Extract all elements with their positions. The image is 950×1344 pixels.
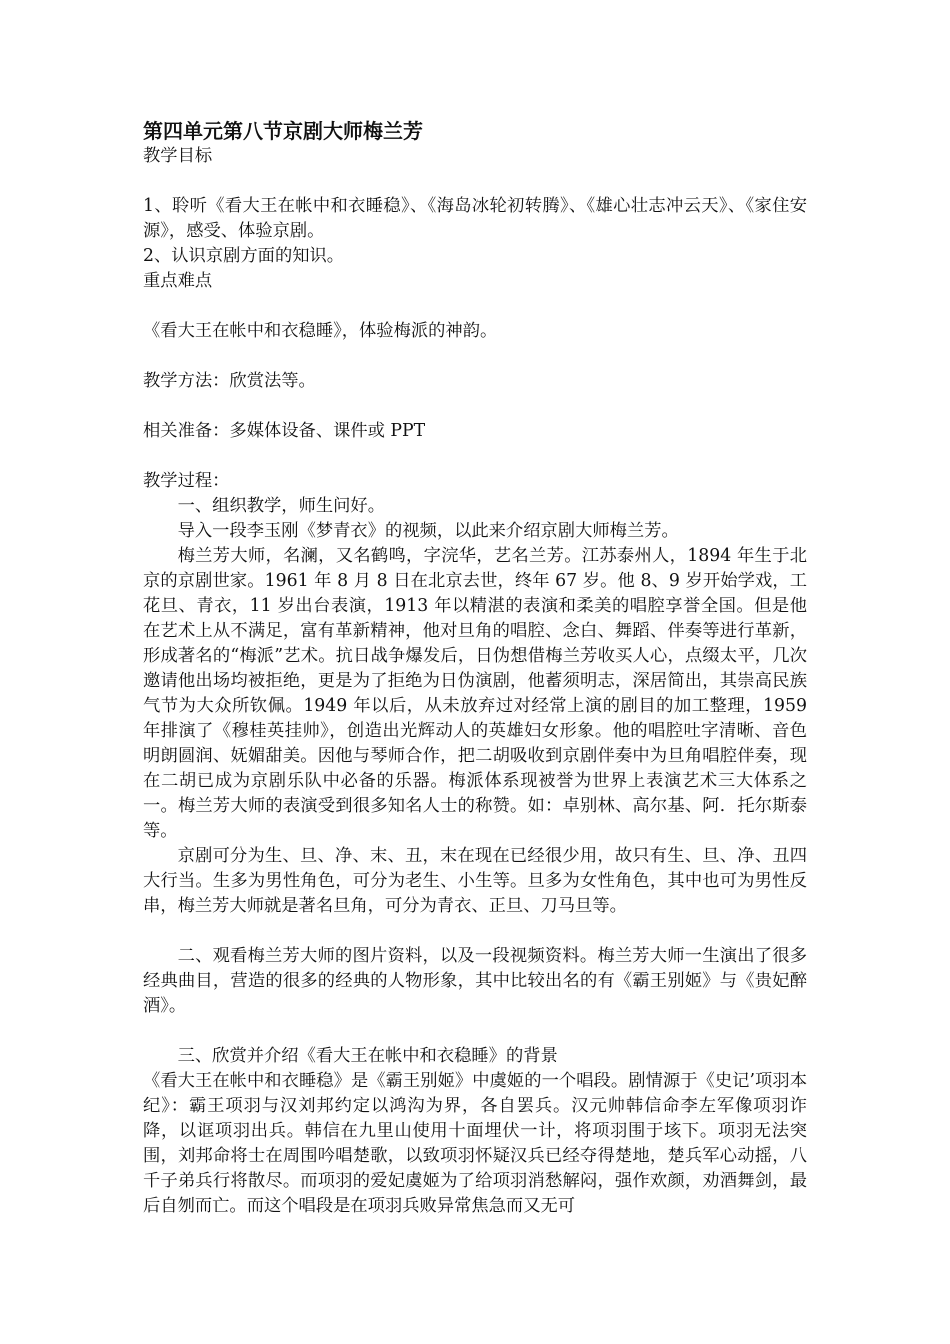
blank-line bbox=[143, 344, 807, 369]
intro-paragraph: 导入一段李玉刚《梦青衣》的视频，以此来介绍京剧大师梅兰芳。 bbox=[177, 521, 679, 541]
goal-1: 1、聆听《看大王在帐中和衣睡稳》、《海岛冰轮初转腾》、《雄心壮志冲云天》、《家住安源》，感受、体验京剧。 bbox=[143, 196, 807, 241]
step-3: 三、欣赏并介绍《看大王在帐中和衣稳睡》的背景 bbox=[177, 1046, 558, 1066]
step-2: 二、观看梅兰芳大师的图片资料，以及一段视频资料。梅兰芳大师一生演出了很多经典曲目，营造的很多的经典的人物形象，其中比较出名的有《霸王别姬》与《贵妃醉酒》。 bbox=[143, 946, 807, 1016]
key-points-heading: 重点难点 bbox=[143, 271, 213, 291]
background-paragraph: 《看大王在帐中和衣睡稳》是《霸王别姬》中虞姬的一个唱段。剧情源于《史记’项羽本纪》：霸王项羽与汉刘邦约定以鸿沟为界，各自罢兵。汉元帅韩信命李左军像项羽诈降，以诓项羽出兵。韩信在九里山使用十面埋伏一计，将项羽围于垓下。项羽无法突围，刘邦命将士在周围吟唱楚歌，以致项羽怀疑汉兵已经夺得楚地，楚兵军心动摇，八千子弟兵行将散尽。而项羽的爱妃虞姬为了给项羽消愁解闷，强作欢颜，劝酒舞剑，最后自刎而亡。而这个唱段是在项羽兵败异常焦急而又无可 bbox=[143, 1071, 807, 1216]
teaching-method: 教学方法：欣赏法等。 bbox=[143, 371, 316, 391]
blank-line bbox=[143, 444, 807, 469]
document-title: 第四单元第八节京剧大师梅兰芳 bbox=[143, 119, 423, 143]
key-points-text: 《看大王在帐中和衣稳睡》，体验梅派的神韵。 bbox=[143, 321, 498, 341]
process-heading: 教学过程： bbox=[143, 471, 230, 491]
blank-line bbox=[143, 1019, 807, 1044]
goal-2: 2、认识京剧方面的知识。 bbox=[143, 246, 345, 266]
blank-line bbox=[143, 394, 807, 419]
roles-paragraph: 京剧可分为生、旦、净、末、丑，末在现在已经很少用，故只有生、旦、净、丑四大行当。生多为男性角色，可分为老生、小生等。旦多为女性角色，其中也可为男性反串，梅兰芳大师就是著名旦角，可分为青衣、正旦、刀马旦等。 bbox=[143, 846, 807, 916]
goals-heading: 教学目标 bbox=[143, 146, 213, 166]
blank-line bbox=[143, 919, 807, 944]
blank-line bbox=[143, 294, 807, 319]
preparation: 相关准备：多媒体设备、课件或 PPT bbox=[143, 421, 426, 441]
document-page bbox=[143, 118, 807, 1219]
blank-line bbox=[143, 169, 807, 194]
biography-paragraph: 梅兰芳大师，名澜，又名鹤鸣，字浣华，艺名兰芳。江苏泰州人，1894 年生于北京的京剧世家。1961 年 8 月 8 日在北京去世，终年 67 岁。他 8、9 岁开始学戏，工花旦、青衣，11 岁出台表演，1913 年以精湛的表演和柔美的唱腔享誉全国。但是他在艺术上从不满足，富有革新精神，他对旦角的唱腔、念白、舞蹈、伴奏等进行革新，形成著名的“梅派”艺术。抗日战争爆发后，日伪想借梅兰芳收买人心，点缀太平，几次邀请他出场均被拒绝，更是为了拒绝为日伪演剧，他蓄须明志，深居简出，其崇高民族气节为大众所钦佩。1949 年以后，从未放弃过对经常上演的剧目的加工整理，1959 年排演了《穆桂英挂帅》，创造出光辉动人的英雄妇女形象。他的唱腔吐字清晰、音色明朗圆润、妩媚甜美。因他与琴师合作，把二胡吸收到京剧伴奏中为旦角唱腔伴奏，现在二胡已成为京剧乐队中必备的乐器。梅派体系现被誉为世界上表演艺术三大体系之一。梅兰芳大师的表演受到很多知名人士的称赞。如：卓别林、高尔基、阿．托尔斯泰等。 bbox=[143, 546, 807, 841]
step-1: 一、组织教学，师生问好。 bbox=[177, 496, 385, 516]
